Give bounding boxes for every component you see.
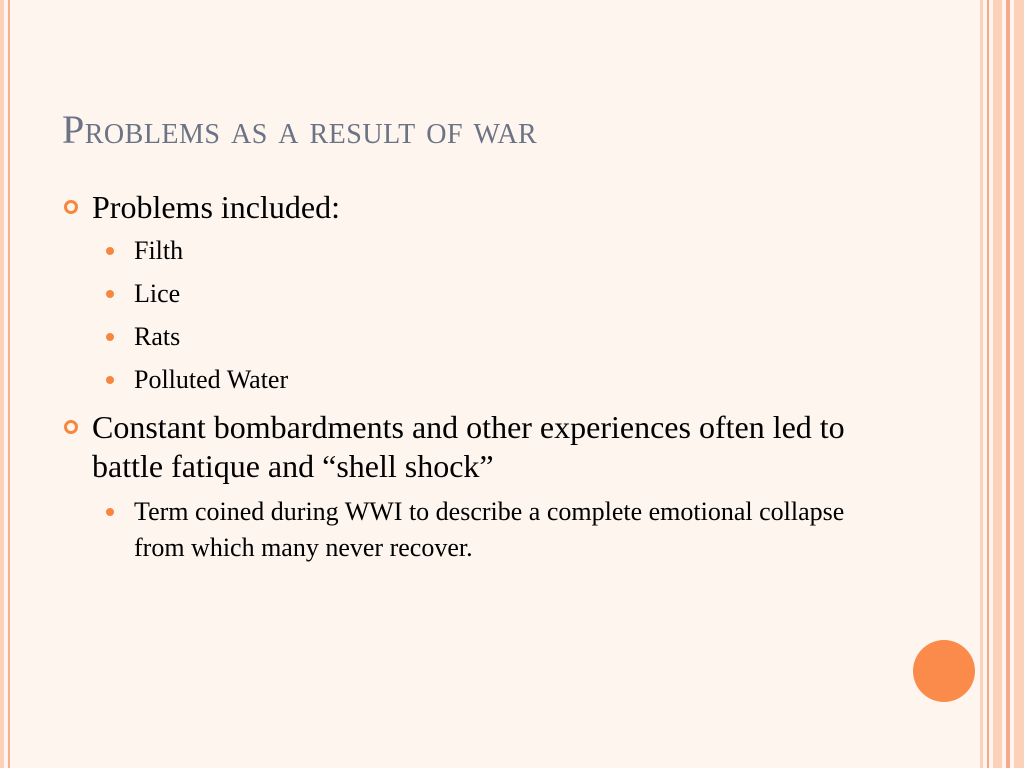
ring-bullet-icon (64, 420, 78, 434)
bullet-text: Problems included: (92, 189, 340, 225)
left-border-stripe (0, 0, 4, 768)
right-border-stripe (987, 0, 989, 768)
sub-bullet (62, 319, 862, 355)
bullet-level1 (62, 188, 862, 227)
bullet-text: Constant bombardments and other experiences often led to battle fatique and “shell shock” (92, 409, 845, 484)
slide-content (62, 188, 862, 566)
dot-bullet-icon (106, 333, 114, 341)
sub-bullet-text: Filth (134, 236, 184, 265)
sub-bullet-text: Rats (134, 322, 181, 351)
right-border-stripe (993, 0, 1002, 768)
sub-bullet (62, 276, 862, 312)
sub-bullet (62, 494, 862, 566)
ring-bullet-icon (64, 200, 78, 214)
sub-bullet-text: Term coined during WWI to describe a complete emotional collapse from which many never recover. (134, 497, 845, 562)
bullet-level1 (62, 408, 862, 486)
sub-bullet-text: Lice (134, 279, 181, 308)
decorative-circle (913, 640, 975, 702)
dot-bullet-icon (106, 290, 114, 298)
sub-bullet-text: Polluted Water (134, 365, 289, 394)
right-border-stripe (1006, 0, 1010, 768)
dot-bullet-icon (106, 376, 114, 384)
sub-bullet (62, 362, 862, 398)
right-border-stripe (1014, 0, 1024, 768)
sub-bullet (62, 233, 862, 269)
left-border-stripe (8, 0, 10, 768)
right-border-stripe (980, 0, 983, 768)
dot-bullet-icon (106, 247, 114, 255)
slide-title: Problems as a result of war (62, 107, 538, 152)
dot-bullet-icon (106, 508, 114, 516)
